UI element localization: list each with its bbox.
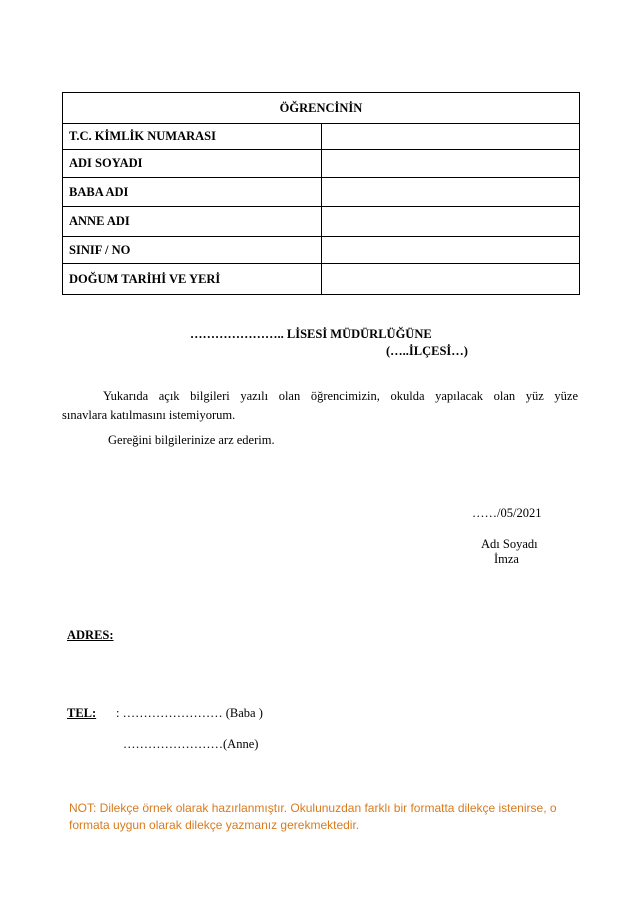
table-row (63, 237, 580, 264)
phone-label: TEL: (67, 706, 97, 720)
note-line1: NOT: Dilekçe örnek olarak hazırlanmıştır. Okulunuzdan farklı bir formatta dilekçe istenirse, o (69, 801, 557, 815)
table-row (63, 264, 580, 295)
row-value-anne-adi[interactable] (321, 207, 580, 237)
row-value-sinif-no[interactable] (321, 237, 580, 264)
body-paragraph-line1: Yukarıda açık bilgileri yazılı olan öğrencimizin, okulda yapılacak olan yüz yüze (103, 389, 578, 403)
row-label-adi-soyadi: ADI SOYADI (63, 150, 322, 178)
row-label-anne-adi: ANNE ADI (63, 207, 322, 237)
row-label-sinif-no: SINIF / NO (63, 237, 322, 264)
phone-father-line: : …………………… (Baba ) (116, 706, 263, 720)
note-line2: formata uygun olarak dilekçe yazmanız gerekmektedir. (69, 818, 360, 832)
address-label: ADRES: (67, 628, 114, 642)
body-paragraph-line2: sınavlara katılmasını istemiyorum. (62, 408, 236, 422)
table-row (63, 178, 580, 207)
row-value-dogum-tarihi[interactable] (321, 264, 580, 295)
table-row (63, 207, 580, 237)
addressee-heading: ………………….. LİSESİ MÜDÜRLÜĞÜNE (190, 327, 432, 341)
row-value-tc-kimlik[interactable] (321, 124, 580, 150)
table-header: ÖĞRENCİNİN (63, 93, 580, 124)
signature-sign: İmza (494, 552, 519, 566)
row-value-baba-adi[interactable] (321, 178, 580, 207)
signature-name: Adı Soyadı (481, 537, 538, 551)
body-closing: Gereğini bilgilerinize arz ederim. (108, 433, 275, 447)
table-header-row (63, 93, 580, 124)
signature-date: ……/05/2021 (472, 506, 542, 520)
table-row (63, 150, 580, 178)
addressee-district: (…..İLÇESİ…) (386, 344, 468, 358)
row-label-baba-adi: BABA ADI (63, 178, 322, 207)
row-label-dogum-tarihi: DOĞUM TARİHİ VE YERİ (63, 264, 322, 295)
table-row (63, 124, 580, 150)
row-value-adi-soyadi[interactable] (321, 150, 580, 178)
phone-mother-line: ……………………(Anne) (123, 737, 259, 751)
student-info-table (62, 92, 580, 295)
row-label-tc-kimlik: T.C. KİMLİK NUMARASI (63, 124, 322, 150)
